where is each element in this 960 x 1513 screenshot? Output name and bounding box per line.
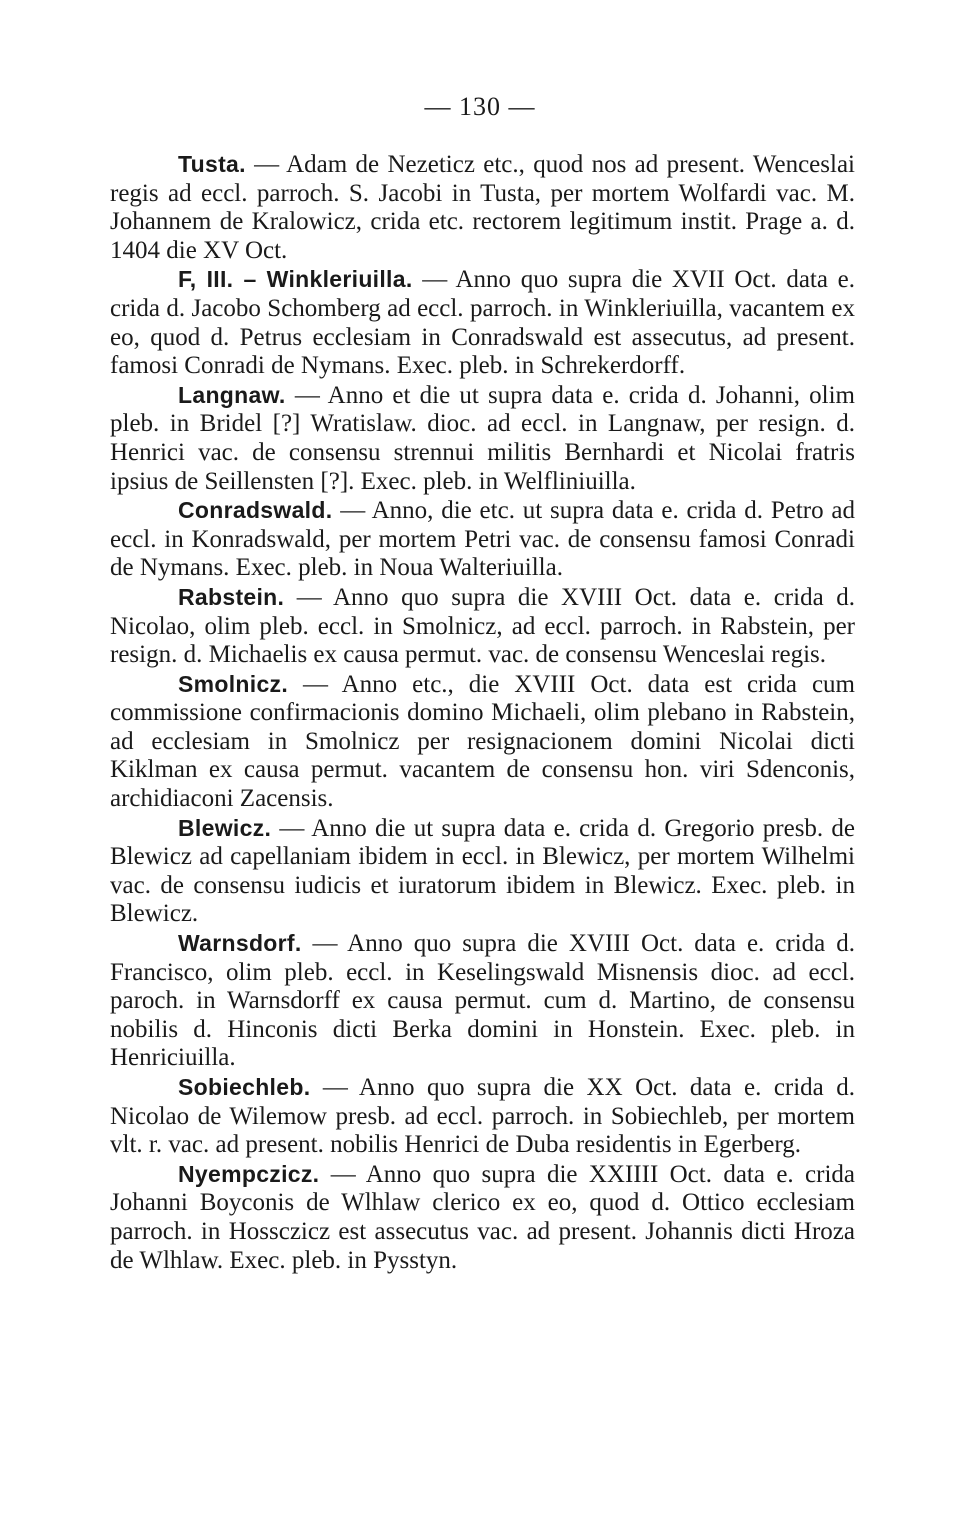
entry-text: — Anno quo supra die XX Oct. data e. crida d. Nicolao de Wilemow presb. ad eccl. parroch. in Sobiechleb, per mortem vlt. r. vac. ad present. nobilis Henrici de Duba residentis in Egerberg. <box>110 1074 855 1159</box>
entry-conradswald <box>110 496 855 583</box>
entry-winkleriuilla <box>110 265 855 380</box>
entry-tusta <box>110 150 855 265</box>
entry-blewicz <box>110 814 855 929</box>
entry-heading: Warnsdorf. <box>178 930 302 957</box>
entry-heading: Nyempczicz. <box>178 1160 320 1187</box>
entry-text: — Adam de Nezeticz etc., quod nos ad present. Wenceslai regis ad eccl. parroch. S. Jacobi in Tusta, per mortem Wolfardi vac. M. Johannem de Kralowicz, crida etc. rectorem legitimum instit. Prage a. d. 1404 die XV Oct. <box>110 151 855 264</box>
entry-heading: Tusta. <box>178 151 246 177</box>
entry-text: — Anno quo supra die XXIIII Oct. data e. crida Johanni Boyconis de Wlhlaw clerico ex eo, quod d. Ottico ecclesiam parroch. in Hossczicz est assecutus vac. ad present. Johannis dicti Hroza de Wlhlaw. Exec. pleb. in Pysstyn. <box>110 1160 855 1274</box>
entry-langnaw <box>110 381 855 496</box>
entry-heading: Sobiechleb. <box>178 1074 311 1100</box>
entry-text: — Anno quo supra die XVII Oct. data e. crida d. Jacobo Schomberg ad eccl. parroch. in Winkleriuilla, vacantem ex eo, quod d. Petrus ecclesiam in Conradswald est assecutus, ad present. famosi Conradi de Nymans. Exec. pleb. in Schrekerdorff. <box>110 266 855 380</box>
entry-warnsdorf <box>110 929 855 1073</box>
entry-rabstein <box>110 583 855 670</box>
entry-heading: Smolnicz. <box>178 670 289 697</box>
entry-text: — Anno et die ut supra data e. crida d. Johanni, olim pleb. in Bridel [?] Wratislaw. dioc. ad eccl. in Langnaw, per resign. d. Henrici vac. de consensu strennui militis Bernhardi et Nicolai fratris ipsius de Seillensten [?]. Exec. pleb. in Welfliniuilla. <box>110 381 855 495</box>
entry-text: — Anno etc., die XVIII Oct. data est crida cum commissione confirmacionis domino Michaeli, olim plebano in Rabstein, ad ecclesiam in Smolnicz per resignacionem domini Nicolai dicti Kiklman ex causa permut. vacantem de consensu hon. viri Sdenconis, archidiaconi Zacensis. <box>110 670 855 813</box>
entry-nyempczicz <box>110 1160 855 1275</box>
entry-text: — Anno quo supra die XVIII Oct. data e. crida d. Nicolao, olim pleb. eccl. in Smolnicz, ad eccl. parroch. in Rabstein, per resign. d. Michaelis ex causa permut. vac. de consensu Wenceslai regis. <box>110 583 855 669</box>
page-number: — 130 — <box>424 92 536 121</box>
entry-text: — Anno, die etc. ut supra data e. crida d. Petro ad eccl. in Konradswald, per mortem Petri vac. de consensu famosi Conradi de Nymans. Exec. pleb. in Noua Walteriuilla. <box>110 497 855 582</box>
entry-smolnicz <box>110 670 855 814</box>
entry-text: — Anno quo supra die XVIII Oct. data e. crida d. Francisco, olim pleb. eccl. in Keselingswald Misnensis dioc. ad eccl. paroch. in Warnsdorff ex causa permut. cum d. Martino, de consensu nobilis d. Hinconis dicti Berka domini in Honstein. Exec. pleb. in Henriciuilla. <box>110 930 855 1072</box>
entry-text: — Anno die ut supra data e. crida d. Gregorio presb. de Blewicz ad capellaniam ibidem in eccl. in Blewicz, per mortem Wilhelmi vac. de consensu iudicis et iuratorum ibidem in Blewicz. Exec. pleb. in Blewicz. <box>110 814 855 928</box>
entry-sobiechleb <box>110 1073 855 1160</box>
entry-heading: Blewicz. <box>178 814 272 841</box>
entry-heading: Conradswald. <box>178 497 333 524</box>
entry-heading: Langnaw. <box>178 381 286 408</box>
entry-heading: Rabstein. <box>178 583 285 610</box>
entry-heading: F, III. – Winkleriuilla. <box>178 266 413 293</box>
document-body <box>110 150 855 1275</box>
